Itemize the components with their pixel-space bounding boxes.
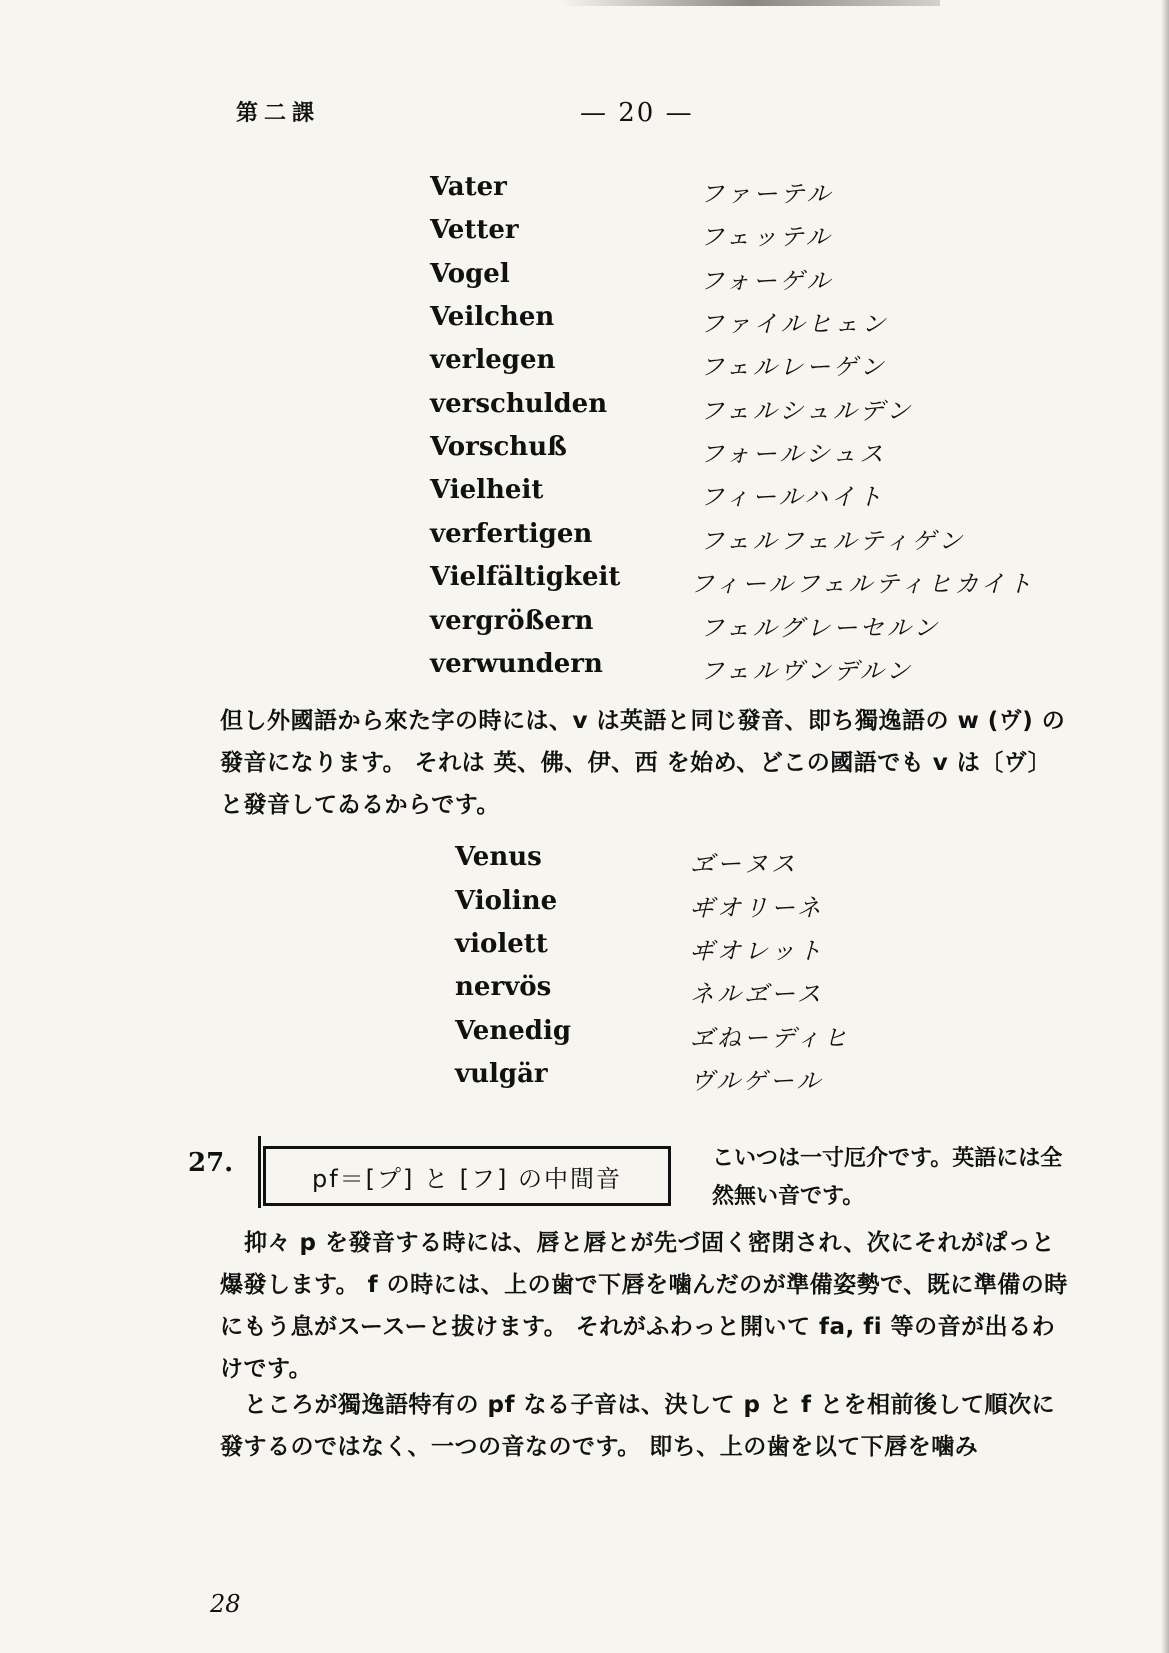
page-number-bottom: 28 — [210, 1590, 241, 1618]
paragraph-p-and-f: 抑々 p を發音する時には、唇と唇とが先づ固く密閉され、次にそれがぱっと爆發します。 f の時には、上の歯で下唇を噛んだのが準備姿勢で、既に準備の時にもう息がスースーと拔けます。 それがふわっと開いて fa, fi 等の音が出るわけです。 — [220, 1230, 1068, 1382]
german-word: Violine — [455, 886, 558, 916]
german-word: Venedig — [455, 1016, 572, 1046]
german-word: Vogel — [430, 259, 510, 289]
kana-reading: ネルヹース — [690, 980, 824, 1008]
german-word: Vielheit — [430, 475, 544, 505]
kana-reading: フェルシュルデン — [700, 397, 914, 425]
kana-reading: フェッテル — [700, 223, 833, 251]
kana-reading: ヹーヌス — [690, 850, 798, 878]
section-number: 27. — [188, 1148, 234, 1178]
german-word: violett — [455, 929, 548, 959]
german-word: verschulden — [430, 389, 608, 419]
german-word: verwundern — [430, 649, 603, 679]
german-word: Venus — [455, 842, 542, 872]
german-word: Vetter — [430, 215, 519, 245]
kana-reading: フェルフェルティゲン — [700, 527, 966, 555]
kana-reading: フォールシュス — [700, 440, 887, 468]
paragraph-pf: ところが獨逸語特有の pf なる子音は、決して p と f とを相前後して順次に發するのではなく、一つの音なのです。 即ち、上の歯を以て下唇を噛み — [220, 1392, 1055, 1460]
kana-reading: フォーゲル — [700, 267, 834, 295]
paragraph-foreign-words: 但し外國語から來た字の時には、v は英語と同じ發音、即ち獨逸語の w (ヴ) の發音になります。 それは 英、佛、伊、西 を始め、どこの國語でも v は〔ヴ〕と發音してゐるからです。 — [220, 708, 1066, 818]
german-word: verlegen — [430, 345, 556, 375]
scan-edge-shadow-right — [1161, 0, 1169, 1653]
german-word: Vielfältigkeit — [430, 562, 621, 592]
page-number-top: — 20 — — [580, 98, 694, 128]
section-title: pf＝[プ] と [フ] の中間音 — [311, 1164, 623, 1193]
section-aside: こいつは一寸厄介です。英語には全然無い音です。 — [712, 1146, 1063, 1209]
german-word: Veilchen — [430, 302, 555, 332]
chapter-label: 第二課 — [236, 100, 321, 126]
section-title-box — [263, 1146, 671, 1206]
kana-reading: ファイルヒェン — [700, 310, 889, 338]
german-word: Vorschuß — [430, 432, 567, 462]
german-word: Vater — [430, 172, 507, 202]
kana-reading: ファーテル — [700, 180, 834, 208]
kana-reading: フィールフェルティヒカイト — [690, 570, 1035, 598]
kana-reading: フェルヴンデルン — [700, 657, 913, 685]
kana-reading: フィールハイト — [700, 483, 885, 511]
kana-reading: ヹねーディヒ — [690, 1024, 851, 1052]
scan-edge-shadow — [560, 0, 940, 6]
section-box-rule — [258, 1136, 261, 1208]
german-word: vulgär — [455, 1059, 548, 1089]
german-word: vergrößern — [430, 606, 594, 636]
german-word: verfertigen — [430, 519, 593, 549]
kana-reading: ヸオリーネ — [690, 894, 824, 922]
kana-reading: ヸオレット — [690, 937, 825, 965]
german-word: nervös — [455, 972, 552, 1002]
kana-reading: ヴルゲール — [690, 1067, 824, 1095]
kana-reading: フェルグレーセルン — [700, 614, 941, 642]
kana-reading: フェルレーゲン — [700, 353, 887, 381]
